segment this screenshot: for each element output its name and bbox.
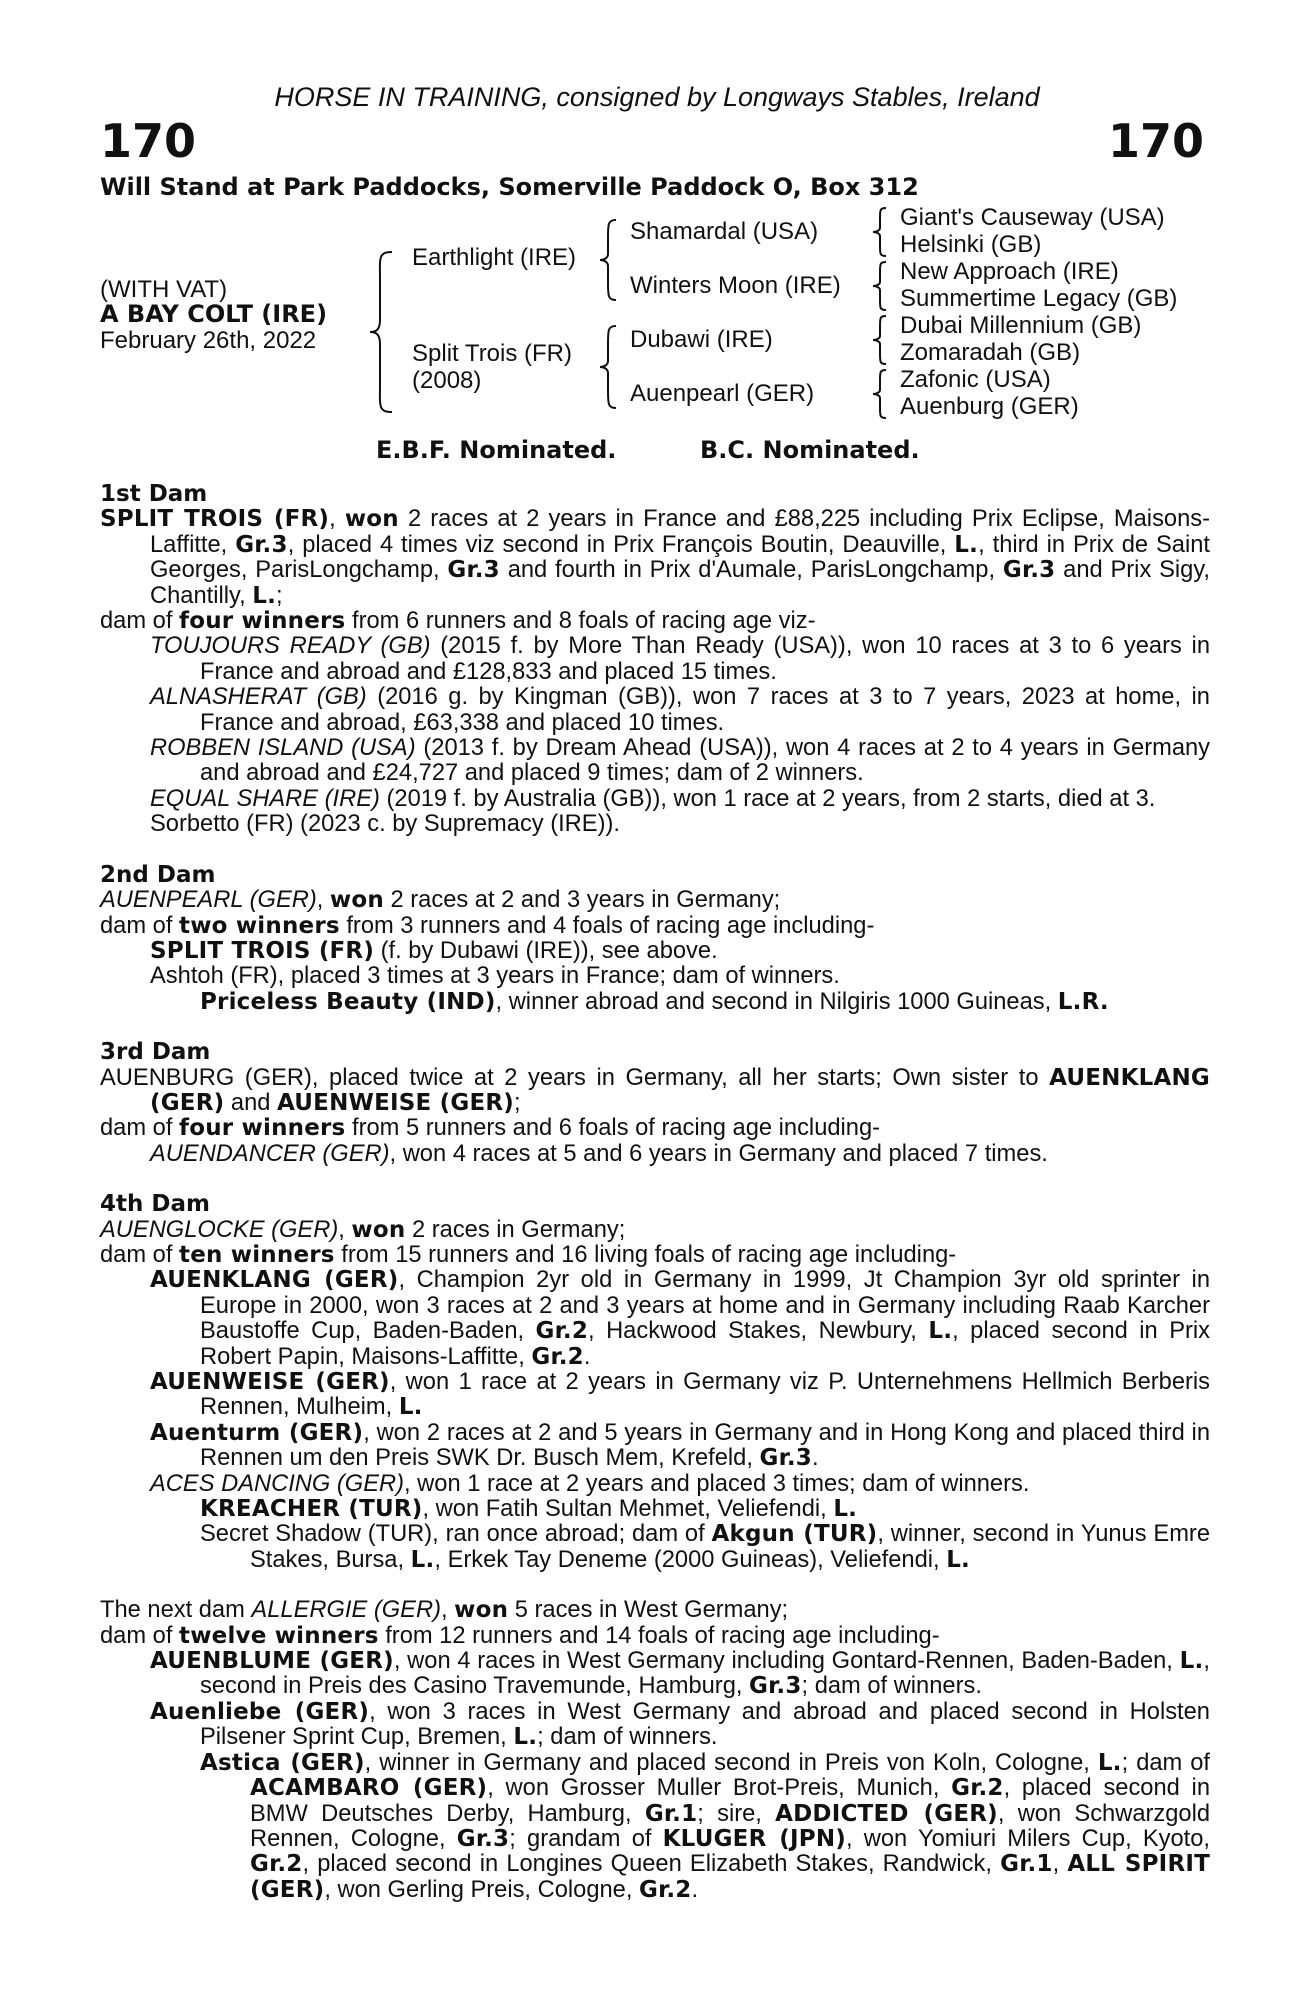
next-dam-offspring-auenblume: AUENBLUME (GER), won 4 races in West Germany including Gontard-Rennen, Baden-Baden, L., second in Preis des Casino Travemunde, Hamburg, Gr.3; dam of winners.: [150, 1648, 1210, 1700]
offspring-sorbetto: Sorbetto (FR) (2023 c. by Supremacy (IRE)).: [150, 811, 620, 838]
dam-foal-year: (2008): [412, 367, 482, 394]
brace-dam: [596, 324, 620, 410]
family-details: [100, 482, 1210, 1903]
brace-gp4: [870, 368, 890, 420]
stand-location: Will Stand at Park Paddocks, Somerville Paddock O, Box 312: [100, 173, 919, 201]
lot-number-left: 170: [100, 114, 197, 168]
grandoffspring-priceless-beauty: Priceless Beauty (IND), winner abroad and second in Nilgiris 1000 Guineas, L.R.: [200, 988, 1109, 1015]
ggp-6: Zomaradah (GB): [900, 339, 1081, 366]
brace-gp1: [870, 206, 890, 258]
next-dam-produce-summary: dam of twelve winners from 12 runners and 14 foals of racing age including-: [100, 1622, 940, 1649]
ebf-nomination: E.B.F. Nominated.: [376, 436, 617, 464]
ggp-7: Zafonic (USA): [900, 366, 1051, 393]
consignor-subtitle: HORSE IN TRAINING, consigned by Longways Stables, Ireland: [274, 82, 1040, 112]
second-dam-offspring-ashtoh: Ashtoh (FR), placed 3 times at 3 years in France; dam of winners.: [150, 963, 840, 990]
second-dam-heading: 2nd Dam: [100, 861, 216, 888]
ggp-1: Giant's Causeway (USA): [900, 204, 1165, 231]
grandoffspring-secret-shadow: Secret Shadow (TUR), ran once abroad; dam of Akgun (TUR), winner, second in Yunus Emre Stakes, Bursa, L., Erkek Tay Deneme (2000 Guineas), Veliefendi, L.: [200, 1521, 1210, 1573]
offspring-toujours-ready: TOUJOURS READY (GB) (2015 f. by More Than Ready (USA)), won 10 races at 3 to 6 years in France and abroad and £128,833 and placed 15 times.: [150, 633, 1210, 685]
grandoffspring-kreacher: KREACHER (TUR), won Fatih Sultan Mehmet, Veliefendi, L.: [200, 1496, 858, 1523]
ggp-8: Auenburg (GER): [900, 393, 1079, 420]
brace-sire: [596, 218, 620, 302]
sire-sire: Shamardal (USA): [630, 218, 819, 245]
offspring-equal-share: EQUAL SHARE (IRE) (2019 f. by Australia (GB)), won 1 race at 2 years, from 2 starts, died at 3.: [150, 785, 1156, 812]
next-dam-record: The next dam ALLERGIE (GER), won 5 races in West Germany;: [100, 1597, 789, 1624]
lot-number-right: 170: [1107, 114, 1204, 168]
brace-main: [368, 250, 398, 415]
ggp-4: Summertime Legacy (GB): [900, 285, 1178, 312]
second-dam-offspring-split-trois: SPLIT TROIS (FR) (f. by Dubawi (IRE)), see above.: [150, 937, 718, 964]
sire-name: Earthlight (IRE): [412, 244, 577, 271]
fourth-dam-produce-summary: dam of ten winners from 15 runners and 16 living foals of racing age including-: [100, 1241, 957, 1268]
horse-name: A BAY COLT (IRE): [100, 300, 328, 328]
first-dam-heading: 1st Dam: [100, 481, 208, 507]
brace-gp3: [870, 314, 890, 366]
fourth-dam-offspring-aces-dancing: ACES DANCING (GER), won 1 race at 2 years and placed 3 times; dam of winners.: [150, 1470, 1030, 1497]
ggp-2: Helsinki (GB): [900, 231, 1042, 258]
sire-dam: Winters Moon (IRE): [630, 272, 841, 299]
second-dam-record: AUENPEARL (GER), won 2 races at 2 and 3 years in Germany;: [100, 887, 781, 914]
next-dam-offspring-auenliebe: Auenliebe (GER), won 3 races in West Germany and abroad and placed second in Holsten Pilsener Sprint Cup, Bremen, L.; dam of winners.: [150, 1698, 1210, 1751]
foaling-date: February 26th, 2022: [100, 327, 317, 354]
dam-dam: Auenpearl (GER): [630, 380, 815, 407]
fourth-dam-heading: 4th Dam: [100, 1191, 210, 1218]
vat-note: (WITH VAT): [100, 276, 228, 303]
fourth-dam-offspring-auenturm: Auenturm (GER), won 2 races at 2 and 5 years in Germany and in Hong Kong and placed third in Rennen um den Preis SWK Dr. Busch Mem, Krefeld, Gr.3.: [150, 1419, 1210, 1472]
first-dam-record: SPLIT TROIS (FR), won 2 races at 2 years in France and £88,225 including Prix Eclipse, Maisons-Laffitte, Gr.3, placed 4 times viz second in Prix François Boutin, Deauville, L., third in Prix de Saint Georges, ParisLongchamp, Gr.3 and fourth in Prix d'Aumale, ParisLongchamp, Gr.3 and Prix Sigy, Chantilly, L.;: [100, 506, 1211, 609]
offspring-alnasherat: ALNASHERAT (GB) (2016 g. by Kingman (GB)), won 7 races at 3 to 7 years, 2023 at home, in France and abroad, £63,338 and placed 10 times.: [150, 684, 1210, 736]
third-dam-record: AUENBURG (GER), placed twice at 2 years in Germany, all her starts; Own sister to AUENKLANG (GER) and AUENWEISE (GER);: [100, 1064, 1210, 1116]
grandoffspring-astica: Astica (GER), winner in Germany and placed second in Preis von Koln, Cologne, L.; dam of ACAMBARO (GER), won Grosser Muller Brot-Preis, Munich, Gr.2, placed second in BMW Deutsches Derby, Hamburg, Gr.1; sire, ADDICTED (GER), won Schwarzgold Rennen, Cologne, Gr.3; grandam of KLUGER (JPN), won Yomiuri Milers Cup, Kyoto, Gr.2, placed second in Longines Queen Elizabeth Stakes, Randwick, Gr.1, ALL SPIRIT (GER), won Gerling Preis, Cologne, Gr.2.: [200, 1749, 1211, 1903]
fourth-dam-record: AUENGLOCKE (GER), won 2 races in Germany;: [100, 1216, 626, 1243]
offspring-robben-island: ROBBEN ISLAND (USA) (2013 f. by Dream Ahead (USA)), won 4 races at 2 to 4 years in Germany and abroad and £24,727 and placed 9 times; dam of 2 winners.: [150, 735, 1211, 787]
dam-sire: Dubawi (IRE): [630, 326, 773, 353]
first-dam-produce-summary: dam of four winners from 6 runners and 8 foals of racing age viz-: [100, 608, 816, 635]
brace-gp2: [870, 260, 890, 312]
fourth-dam-offspring-auenweise: AUENWEISE (GER), won 1 race at 2 years in Germany viz P. Unternehmens Hellmich Berberis Rennen, Mulheim, L.: [150, 1369, 1210, 1421]
third-dam-offspring-auendancer: AUENDANCER (GER), won 4 races at 5 and 6 years in Germany and placed 7 times.: [150, 1140, 1048, 1167]
bc-nomination: B.C. Nominated.: [700, 436, 920, 464]
ggp-3: New Approach (IRE): [900, 258, 1119, 285]
third-dam-produce-summary: dam of four winners from 5 runners and 6 foals of racing age including-: [100, 1115, 881, 1142]
third-dam-heading: 3rd Dam: [100, 1039, 211, 1066]
ggp-5: Dubai Millennium (GB): [900, 312, 1142, 339]
second-dam-produce-summary: dam of two winners from 3 runners and 4 foals of racing age including-: [100, 912, 875, 939]
fourth-dam-offspring-auenklang: AUENKLANG (GER), Champion 2yr old in Germany in 1999, Jt Champion 3yr old sprinter in Europe in 2000, won 3 races at 2 and 3 years at home and in Germany including Raab Karcher Baustoffe Cup, Baden-Baden, Gr.2, Hackwood Stakes, Newbury, L., placed second in Prix Robert Papin, Maisons-Laffitte, Gr.2.: [150, 1267, 1210, 1370]
dam-name: Split Trois (FR): [412, 340, 573, 367]
